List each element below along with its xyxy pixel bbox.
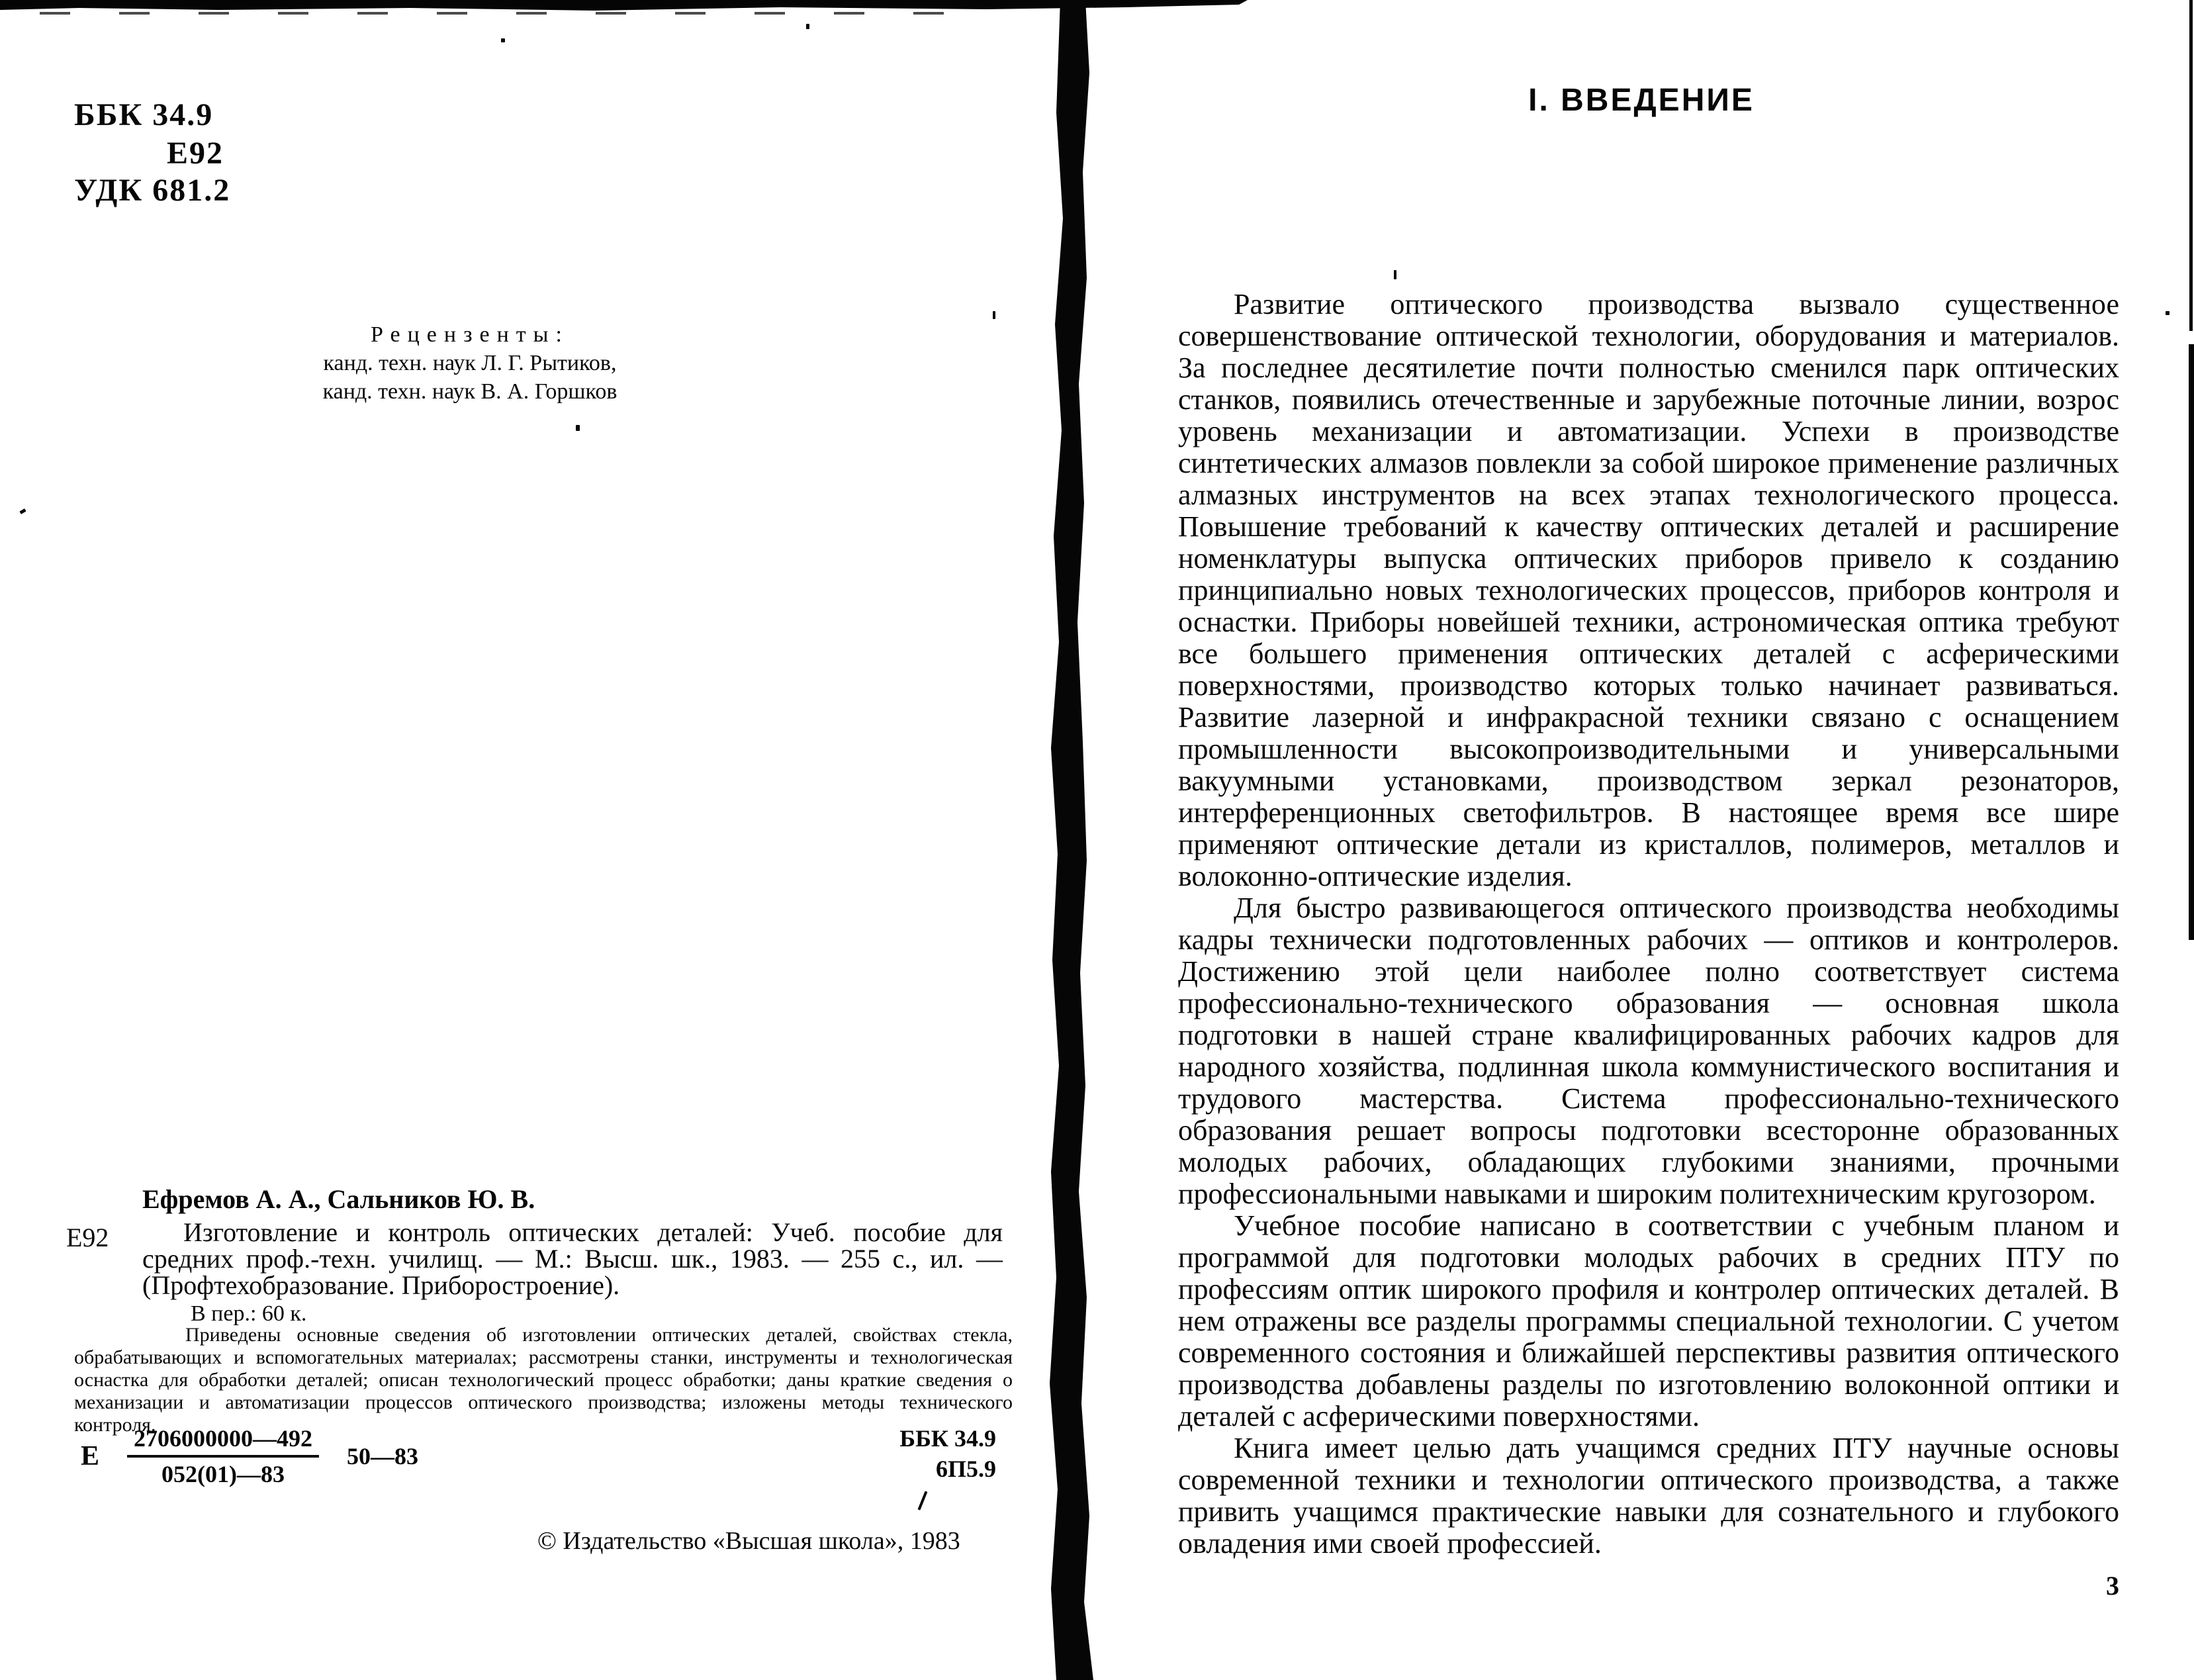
- binding-gutter-shadow: [1034, 0, 1108, 1680]
- catalog-fraction: [127, 1424, 319, 1488]
- binding-price: В пер.: 60 к.: [191, 1301, 307, 1326]
- scan-speck: [19, 508, 26, 514]
- reviewers-heading: Рецензенты:: [371, 322, 569, 347]
- copyright-line: © Издательство «Высшая школа», 1983: [537, 1527, 960, 1555]
- scan-speck: [576, 425, 580, 431]
- scan-speck: [806, 24, 809, 29]
- scan-speck: [1394, 270, 1396, 279]
- udk-index: УДК 681.2: [74, 173, 231, 208]
- bbk-code-right: ББК 34.9: [899, 1425, 996, 1452]
- page-number: 3: [2106, 1571, 2119, 1601]
- catalog-denominator: 052(01)—83: [161, 1461, 285, 1487]
- scan-speck: [993, 311, 995, 319]
- authors-line: Ефремов А. А., Сальников Ю. В.: [142, 1184, 535, 1214]
- catalog-number-block: [81, 1424, 418, 1488]
- chapter-header: I. ВВЕДЕНИЕ: [1528, 83, 1755, 118]
- paragraph: Учебное пособие написано в соответствии с учебным планом и программой для подготовки молодых рабочих в средних ПТУ по профессиям оптик широкого профиля и контролер оптических деталей. В нем отражены все разделы программы специальной технологии. С учетом современного состояния и ближайшей перспективы развития оптического производства добавлены разделы по изготовлению волоконной оптики и деталей с асферическими поверхностями.: [1178, 1209, 2119, 1432]
- paragraph: Книга имеет целью дать учащимся средних ПТУ научные основы современной техники и технологии оптического производства, а также привить учащимся практические навыки для сознательного и глубокого овладения ими своей профессией.: [1178, 1432, 2119, 1560]
- body-text-column: [1178, 289, 2119, 1560]
- scan-speck: [501, 38, 505, 42]
- catalog-numerator: 2706000000—492: [127, 1424, 319, 1458]
- reviewers-block: [238, 320, 702, 406]
- scan-edge-right-upper: [2189, 0, 2193, 331]
- bbk-index: ББК 34.9: [74, 97, 214, 132]
- scan-edge-top-line: [40, 12, 960, 15]
- book-code: Е92: [167, 136, 224, 171]
- classification-codes: [774, 1423, 996, 1484]
- reviewer-line: канд. техн. наук В. А. Горшков: [322, 379, 617, 404]
- catalog-suffix: 50—83: [347, 1443, 419, 1470]
- annotation-text: Приведены основные сведения об изготовлении оптических деталей, свойствах стекла, обрабатывающих и вспомогательных материалах; рассмотрены станки, инструменты и технологическая оснастка для обработки деталей; описан технологический процесс обработки; даны краткие сведения о механизации и автоматизации процессов оптического производства; изложены методы технического контроля.: [74, 1324, 1013, 1436]
- paragraph: Развитие оптического производства вызвало существенное совершенствование оптической технологии, оборудования и материалов. За последнее десятилетие почти полностью сменился парк оптических станков, появились отечественные и зарубежные поточные линии, возрос уровень механизации и автоматизации. Успехи в производстве синтетических алмазов повлекли за собой широкое применение различных алмазных инструментов на всех этапах технологического процесса. Повышение требований к качеству оптических деталей и расширение номенклатуры выпуска оптических приборов привело к созданию принципиально новых технологических процессов, приборов контроля и оснастки. Приборы новейшей техники, астрономическая оптика требуют все большего применения оптических деталей с асферическими поверхностями, производство которых только начинает развиваться. Развитие лазерной и инфракрасной техники связано с оснащением промышленности высокопроизводительными и универсальными вакуумными установками, производством зеркал резонаторов, интерференционных светофильтров. В настоящее время все шире применяют оптические детали из кристаллов, полимеров, металлов и волоконно-оптические изделия.: [1178, 288, 2119, 892]
- reviewer-line: канд. техн. наук Л. Г. Рытиков,: [323, 351, 617, 375]
- catalog-letter: Е: [81, 1441, 100, 1471]
- scan-speck: [2166, 311, 2170, 315]
- paragraph: Для быстро развивающегося оптического производства необходимы кадры технически подготовленных рабочих — оптиков и контролеров. Достижению этой цели наиболее полно соответствует система профессионально-технического образования — основная школа подготовки в нашей стране квалифицированных рабочих кадров для народного хозяйства, подлинная школа коммунистического воспитания и трудового мастерства. Система профессионально-технического образования решает вопросы подготовки всесторонне образованных молодых рабочих, обладающих глубокими знаниями, прочными профессиональными навыками и широким политехническим кругозором.: [1178, 892, 2119, 1210]
- bibliographic-entry: Изготовление и контроль оптических деталей: Учеб. пособие для средних проф.-техн. училищ. — М.: Высш. шк., 1983. — 255 с., ил. — (Профтехобразование. Приборостроение).: [142, 1217, 1003, 1300]
- scan-edge-right-lower: [2189, 344, 2194, 940]
- scan-stray-mark: [918, 1491, 928, 1510]
- class-code-right: 6П5.9: [935, 1456, 996, 1482]
- catalog-card-code: Е92: [66, 1223, 109, 1252]
